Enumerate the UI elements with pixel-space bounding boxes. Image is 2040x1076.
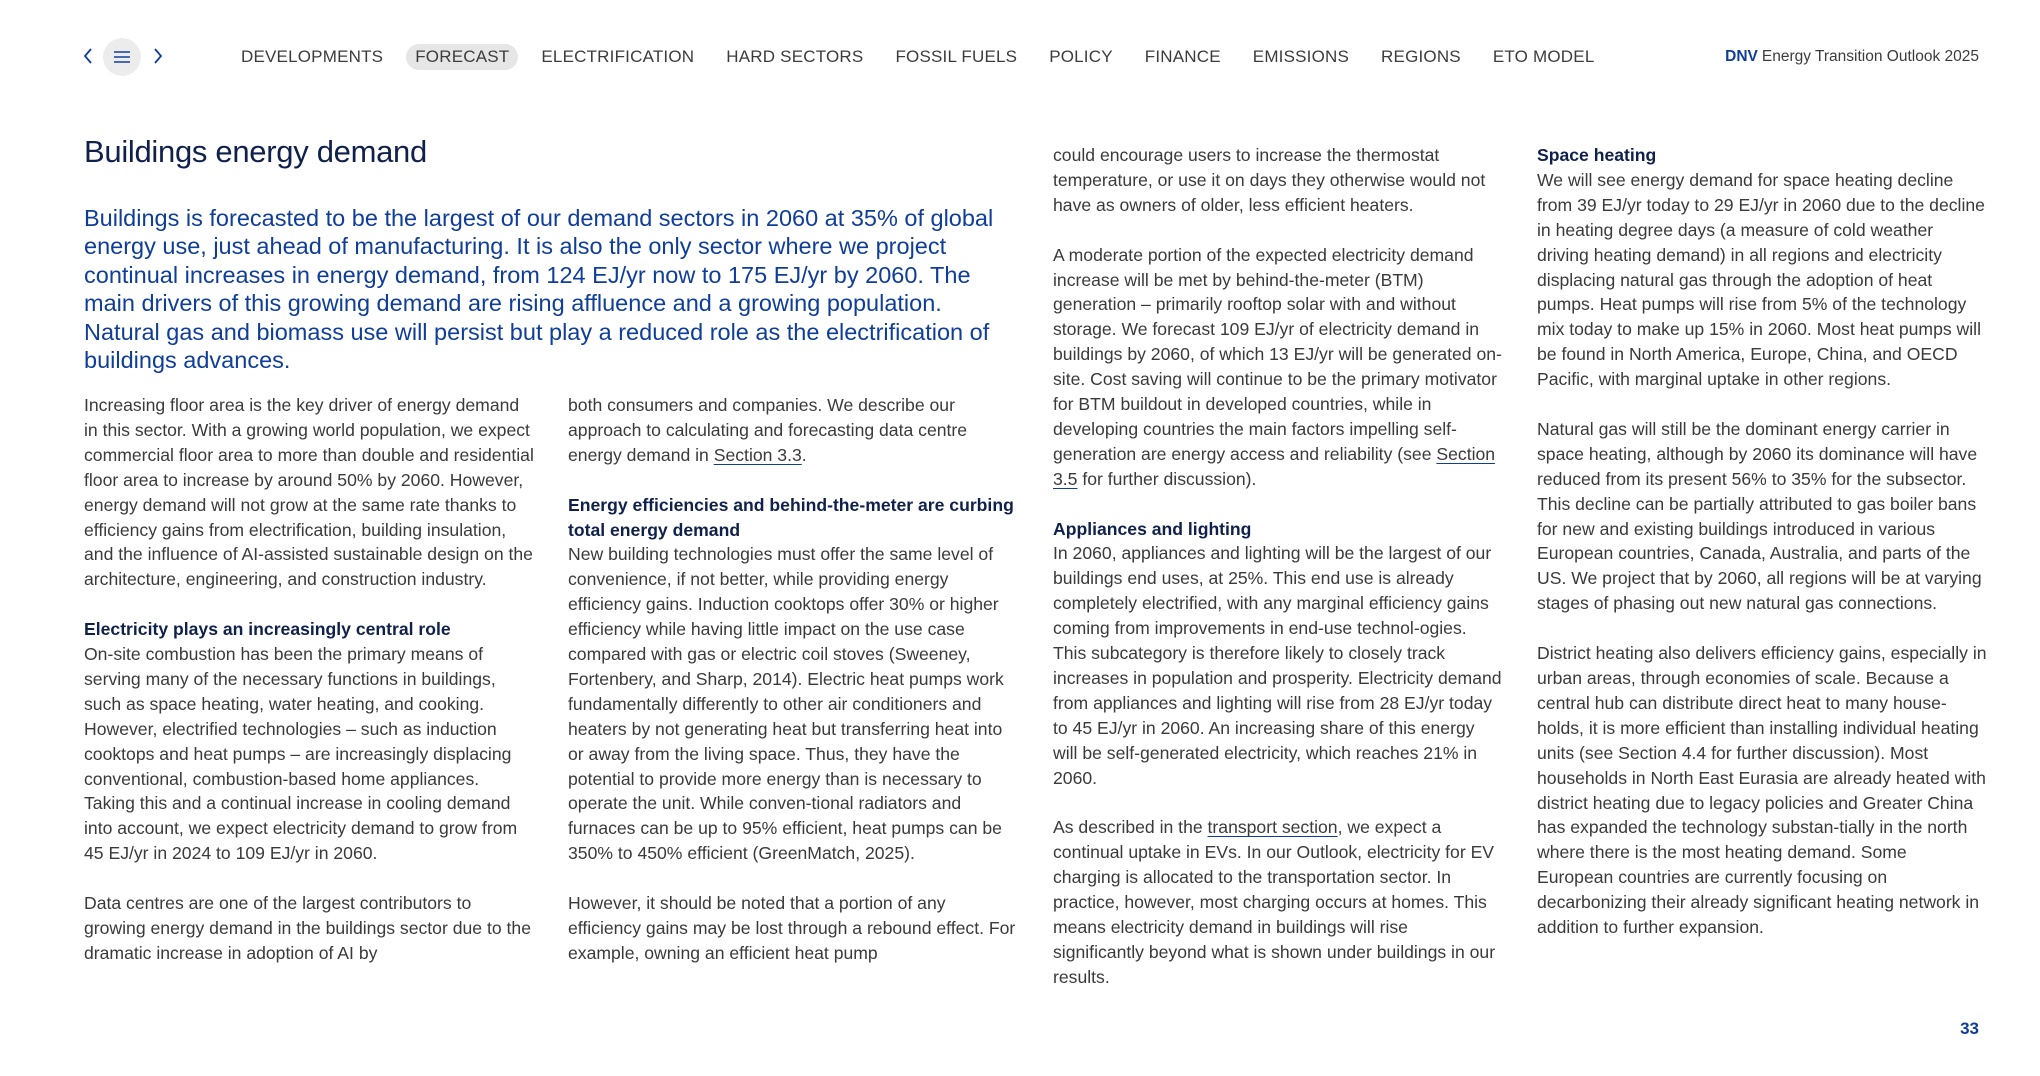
subheading-electricity-role: Electricity plays an increasingly central role xyxy=(84,619,451,640)
section-3-5-link[interactable]: Section 3.5 xyxy=(1053,443,1496,489)
brand-header[interactable] xyxy=(1725,48,1979,66)
paragraph-text: , we expect a continual uptake in EVs. In our Outlook, electricity for EV charging is allocated to the transportation sector. In practice, however, most charging occurs at homes. This means electricity demand in buildings will rise significantly beyond what is shown under buildings in our results. xyxy=(1053,817,1496,987)
section-tabs xyxy=(232,44,1617,70)
paragraph-text: . xyxy=(801,444,807,465)
previous-page-button[interactable] xyxy=(78,44,98,68)
chevron-right-icon xyxy=(152,47,164,65)
tab-fossil-fuels[interactable]: FOSSIL FUELS xyxy=(895,47,1018,66)
paragraph-appliances: In 2060, appliances and lighting will be the largest of our buildings end uses, at 25%. This end use is already completely electrified, with any marginal efficiency gains coming from improvements in end-use technol-ogies. This subcategory is therefore likely to closely track increases in population and prosperity. Electricity demand from appliances and lighting will rise from 28 EJ/yr today to 45 EJ/yr in 2060. An increasing share of this energy will be self-generated electricity, which reaches 21% in 2060. xyxy=(1053,543,1502,788)
page-number: 33 xyxy=(1960,1019,1979,1038)
publication-title: Energy Transition Outlook 2025 xyxy=(1761,48,1979,65)
tab-hard-sectors[interactable]: HARD SECTORS xyxy=(726,47,864,66)
transport-section-link[interactable]: transport section xyxy=(1207,817,1338,838)
next-page-button[interactable] xyxy=(148,44,168,68)
paragraph-data-centre-approach xyxy=(568,393,1018,468)
section-3-3-link[interactable]: Section 3.3 xyxy=(713,444,802,465)
tab-finance[interactable]: FINANCE xyxy=(1144,47,1221,66)
paragraph-space-heating: We will see energy demand for space heating decline from 39 EJ/yr today to 29 EJ/yr in 2060 due to the decline in heating degree days (a measure of cold weather driving heating demand) in all regions and electricity displacing natural gas through the adoption of heat pumps. Heat pumps will rise from 5% of the technology mix today to make up 15% in 2060. Most heat pumps will be found in North America, Europe, China, and OECD Pacific, with marginal uptake in other regions. xyxy=(1537,169,1985,390)
top-navigation xyxy=(0,38,2040,78)
tab-forecast[interactable]: FORECAST xyxy=(406,44,518,70)
paragraph-electricity: On-site combustion has been the primary means of serving many of the necessary functions in buildings, such as space heating, water heating, and cooking. However, electrified technologies – such as induction cooktops and heat pumps – are increasingly displacing conventional, combustion-based home appliances. Taking this and a continual increase in cooling demand into account, we expect electricity demand to grow from 45 EJ/yr in 2024 to 109 EJ/yr in 2060. xyxy=(84,644,518,864)
paragraph-thermostat: could encourage users to increase the thermostat temperature, or use it on days they otherwise would not have as owners of older, less efficient heaters. xyxy=(1053,145,1486,215)
paragraph-btm-generation xyxy=(1053,243,1503,492)
chevron-left-icon xyxy=(82,47,94,65)
section-appliances-lighting xyxy=(1053,517,1503,791)
menu-button[interactable] xyxy=(103,38,141,76)
text-column-1 xyxy=(84,393,534,991)
dnv-logo: DNV xyxy=(1725,48,1758,65)
paragraph-rebound-effect: However, it should be noted that a portion of any efficiency gains may be lost through a rebound effect. For example, owning an efficient heat pump xyxy=(568,893,1016,963)
paragraph-ev-charging xyxy=(1053,815,1503,989)
subheading-space-heating: Space heating xyxy=(1537,145,1657,165)
hamburger-menu-icon xyxy=(113,50,131,64)
subheading-appliances-lighting: Appliances and lighting xyxy=(1053,518,1252,539)
tab-developments[interactable]: DEVELOPMENTS xyxy=(241,47,384,66)
tab-policy[interactable]: POLICY xyxy=(1049,47,1113,66)
text-column-2 xyxy=(568,393,1018,991)
text-column-4 xyxy=(1537,143,1987,965)
paragraph-text: for further discussion). xyxy=(1077,468,1257,489)
paragraph-natural-gas: Natural gas will still be the dominant energy carrier in space heating, although by 2060 its dominance will have reduced from its present 56% to 35% for the subsector. This decline can be partially attributed to gas boiler bans for new and existing buildings introduced in various European countries, Canada, Australia, and parts of the US. We project that by 2060, all regions will be at varying stages of phasing out new natural gas connections. xyxy=(1537,418,1982,614)
section-electricity xyxy=(84,617,534,866)
paragraph-text: As described in the xyxy=(1053,817,1208,838)
section-space-heating xyxy=(1537,143,1987,392)
tab-eto-model[interactable]: ETO MODEL xyxy=(1492,47,1595,66)
section-energy-efficiencies xyxy=(568,493,1018,867)
subheading-energy-efficiencies: Energy efficiencies and behind-the-meter are curbing total energy demand xyxy=(568,494,1014,540)
text-column-3 xyxy=(1053,143,1503,1015)
tab-regions[interactable]: REGIONS xyxy=(1381,47,1461,66)
paragraph-efficiencies: New building technologies must offer the same level of convenience, if not better, while providing energy efficiency gains. Induction cooktops offer 30% or higher efficiency while having little impact on the use case compared with gas or electric coil stoves (Sweeney, Fortenbery, and Sharp, 2014). Electric heat pumps work fundamentally differently to other air conditioners and heaters by not generating heat but transferring heat into or away from the living space. Thus, they have the potential to provide more energy than is necessary to operate the unit. While conven-tional radiators and furnaces can be up to 95% efficient, heat pumps can be 350% to 450% efficient (GreenMatch, 2025). xyxy=(568,544,1004,864)
paragraph-floor-area: Increasing floor area is the key driver of energy demand in this sector. With a growing world population, we expect commercial floor area to more than double and residential floor area to increase by around 50% by 2060. However, energy demand will not grow at the same rate thanks to efficiency gains from electrification, building insulation, and the influence of AI-assisted sustainable design on the architecture, engineering, and construction industry. xyxy=(84,395,534,590)
paragraph-text: A moderate portion of the expected electricity demand increase will be met by behind-the-meter (BTM) generation – primarily rooftop solar with and without storage. We forecast 109 EJ/yr of electricity demand in buildings by 2060, of which 13 EJ/yr will be generated on-site. Cost saving will continue to be the primary motivator for BTM buildout in developed countries, while in developing countries the main factors impelling self-generation are energy access and reliability (see xyxy=(1053,244,1502,464)
paragraph-text: both consumers and companies. We describe our approach to calculating and forecasting data centre energy demand in xyxy=(568,395,968,465)
page-title: Buildings energy demand xyxy=(84,134,427,169)
tab-emissions[interactable]: EMISSIONS xyxy=(1252,47,1350,66)
lead-paragraph: Buildings is forecasted to be the largest of our demand sectors in 2060 at 35% of global energy use, just ahead of manufacturing. It is also the only sector where we project continual increases in energy demand, from 124 EJ/yr now to 175 EJ/yr by 2060. The main drivers of this growing demand are rising affluence and a growing population. Natural gas and biomass use will persist but play a reduced role as the electrification of buildings advances. xyxy=(84,205,994,374)
tab-electrification[interactable]: ELECTRIFICATION xyxy=(541,47,695,66)
paragraph-data-centres: Data centres are one of the largest contributors to growing energy demand in the buildings sector due to the dramatic increase in adoption of AI by xyxy=(84,893,531,963)
paragraph-district-heating: District heating also delivers efficiency gains, especially in urban areas, through economies of scale. Because a central hub can distribute direct heat to many house-holds, it is more efficient than installing individual heating units (see Section 4.4 for further discussion). Most households in North East Eurasia are already heated with district heating due to legacy policies and Greater China has expanded the technology substan-tially in the north where there is the most heating demand. Some European countries are currently focusing on decarbonizing their already significant heating network in addition to further expansion. xyxy=(1537,643,1987,938)
